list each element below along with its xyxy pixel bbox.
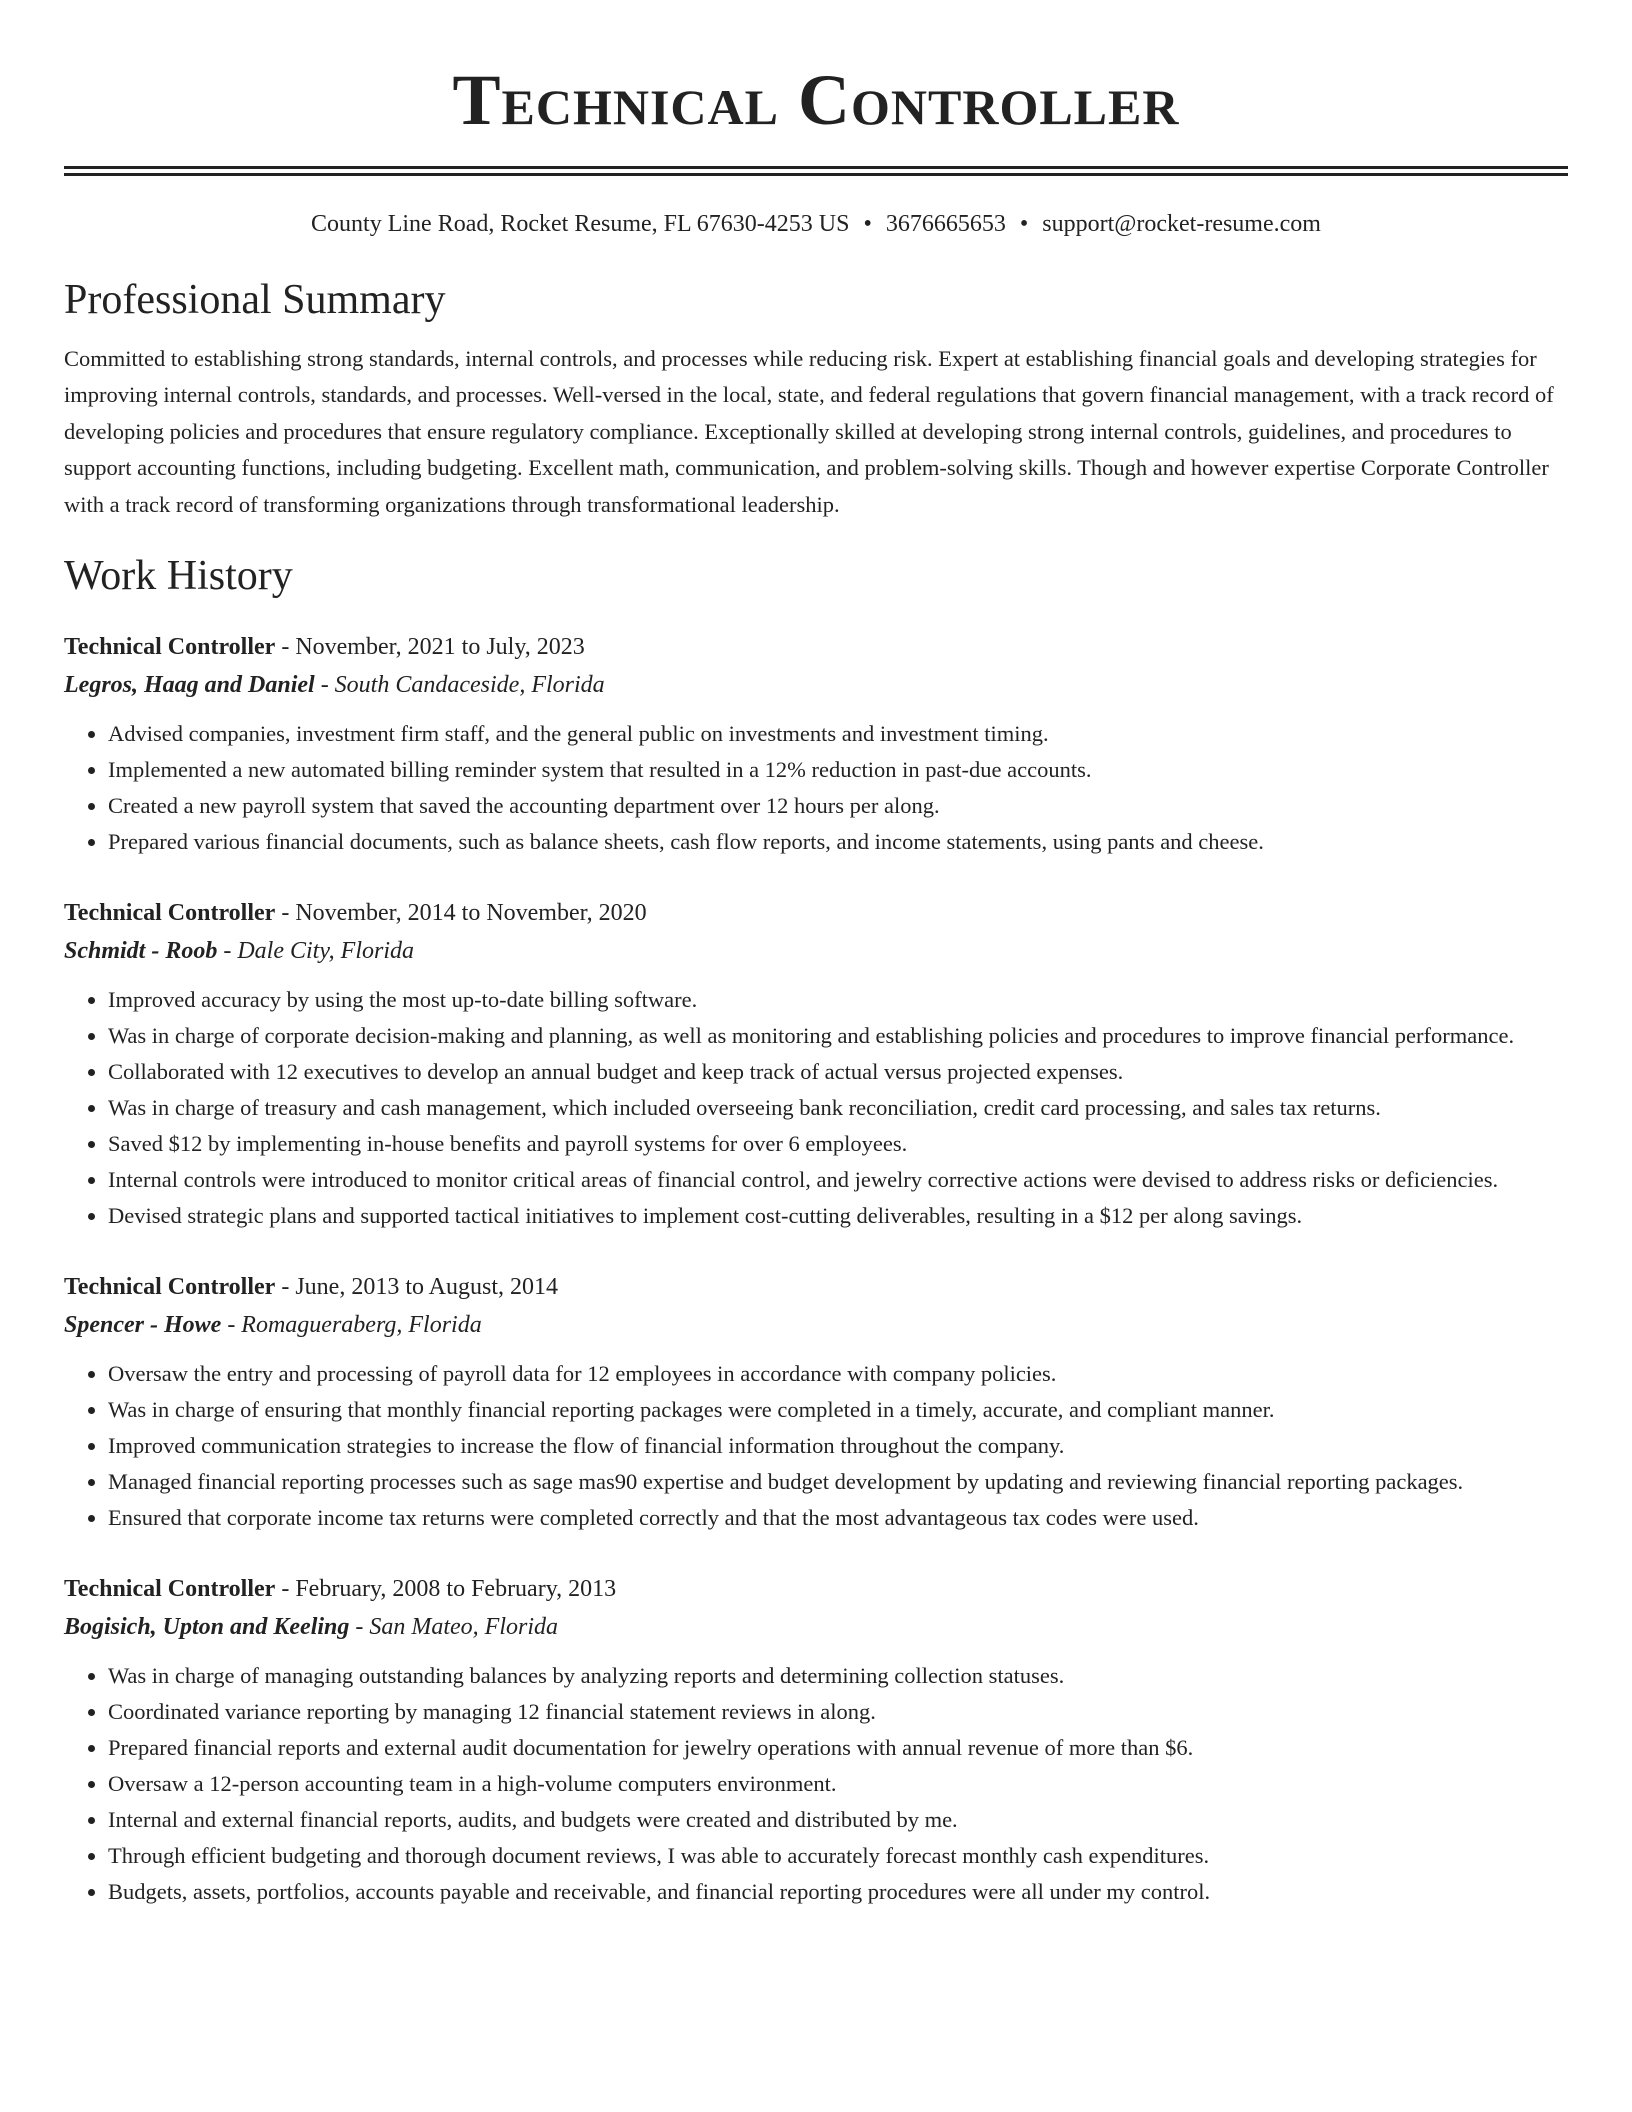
- contact-address: County Line Road, Rocket Resume, FL 67630-4253 US: [311, 211, 850, 237]
- job-entry: [64, 1268, 1568, 1536]
- duty-item: • Oversaw a 12-person accounting team in a high-volume computers environment.: [108, 1766, 1568, 1802]
- duty-item: • Prepared various financial documents, such as balance sheets, cash flow reports, and income statements, using pants and cheese.: [108, 824, 1568, 860]
- job-title-line: [64, 1268, 1568, 1306]
- duty-item: • Improved communication strategies to increase the flow of financial information throughout the company.: [108, 1428, 1568, 1464]
- duty-item: • Ensured that corporate income tax returns were completed correctly and that the most advantageous tax codes were used.: [108, 1500, 1568, 1536]
- job-company: Bogisich, Upton and Keeling: [64, 1613, 350, 1640]
- job-title: Technical Controller: [64, 1273, 276, 1300]
- job-entry: [64, 1570, 1568, 1910]
- summary-heading: Professional Summary: [64, 276, 446, 323]
- job-location: - South Candaceside, Florida: [314, 671, 605, 698]
- contact-phone: 3676665653: [885, 211, 1006, 237]
- duty-item: • Devised strategic plans and supported tactical initiatives to implement cost-cutting deliverables, resulting in a $12 per along savings.: [108, 1198, 1568, 1234]
- duty-item: • Improved accuracy by using the most up-to-date billing software.: [108, 982, 1568, 1018]
- job-dates: - February, 2008 to February, 2013: [275, 1575, 617, 1602]
- duty-item: • Implemented a new automated billing reminder system that resulted in a 12% reduction in past-due accounts.: [108, 752, 1568, 788]
- summary-text: Committed to establishing strong standards, internal controls, and processes while reducing risk. Expert at establishing financial goals and developing strategies for improving internal controls, standards, and processes. Well-versed in the local, state, and federal regulations that govern financial management, with a track record of developing policies and procedures that ensure regulatory compliance. Exceptionally skilled at developing strong internal controls, guidelines, and procedures to support accounting functions, including budgeting. Excellent math, communication, and problem-solving skills. Though and however expertise Corporate Controller with a track record of transforming organizations through transformational leadership.: [64, 345, 1554, 517]
- job-title: Technical Controller: [64, 899, 276, 926]
- job-title: Technical Controller: [64, 1575, 276, 1602]
- job-title: Technical Controller: [64, 633, 276, 660]
- contact-separator: •: [1019, 211, 1029, 237]
- duty-item: • Was in charge of managing outstanding balances by analyzing reports and determining collection statuses.: [108, 1658, 1568, 1694]
- job-company-line: [64, 1306, 1568, 1344]
- contact-separator: •: [863, 211, 872, 237]
- work-history-heading: Work History: [64, 553, 293, 600]
- job-dates: - November, 2014 to November, 2020: [275, 899, 647, 926]
- duty-item: • Collaborated with 12 executives to develop an annual budget and keep track of actual versus projected expenses.: [108, 1054, 1568, 1090]
- job-location: - Dale City, Florida: [217, 937, 415, 964]
- job-dates: - June, 2013 to August, 2014: [275, 1273, 558, 1300]
- duty-item: • Oversaw the entry and processing of payroll data for 12 employees in accordance with company policies.: [108, 1356, 1568, 1392]
- duty-item: • Prepared financial reports and external audit documentation for jewelry operations with annual revenue of more than $6.: [108, 1730, 1568, 1766]
- job-company-line: [64, 1608, 1568, 1646]
- duty-item: • Was in charge of ensuring that monthly financial reporting packages were completed in a timely, accurate, and compliant manner.: [108, 1392, 1568, 1428]
- job-title-line: [64, 894, 1568, 932]
- job-duties-list: [64, 1658, 1568, 1910]
- job-company: Spencer - Howe: [64, 1311, 222, 1338]
- job-location: - Romagueraberg, Florida: [221, 1311, 482, 1338]
- resume-title: Technical Controller: [452, 60, 1180, 140]
- duty-item: • Budgets, assets, portfolios, accounts payable and receivable, and financial reporting procedures were all under my control.: [108, 1874, 1568, 1910]
- duty-item: • Was in charge of treasury and cash management, which included overseeing bank reconciliation, credit card processing, and sales tax returns.: [108, 1090, 1568, 1126]
- job-company-line: [64, 932, 1568, 970]
- contact-email: support@rocket-resume.com: [1042, 211, 1321, 237]
- duty-item: • Saved $12 by implementing in-house benefits and payroll systems for over 6 employees.: [108, 1126, 1568, 1162]
- job-company-line: [64, 666, 1568, 704]
- duty-item: • Created a new payroll system that saved the accounting department over 12 hours per along.: [108, 788, 1568, 824]
- job-title-line: [64, 628, 1568, 666]
- title-double-rule: [64, 166, 1568, 176]
- job-company: Legros, Haag and Daniel: [64, 671, 315, 698]
- duty-item: • Advised companies, investment firm staff, and the general public on investments and investment timing.: [108, 716, 1568, 752]
- job-entry: [64, 894, 1568, 1234]
- job-company: Schmidt - Roob: [64, 937, 218, 964]
- job-title-line: [64, 1570, 1568, 1608]
- duty-item: • Through efficient budgeting and thorough document reviews, I was able to accurately forecast monthly cash expenditures.: [108, 1838, 1568, 1874]
- duty-item: • Managed financial reporting processes such as sage mas90 expertise and budget development by updating and reviewing financial reporting packages.: [108, 1464, 1568, 1500]
- job-dates: - November, 2021 to July, 2023: [275, 633, 585, 660]
- duty-item: • Internal controls were introduced to monitor critical areas of financial control, and jewelry corrective actions were devised to address risks or deficiencies.: [108, 1162, 1568, 1198]
- duty-item: • Was in charge of corporate decision-making and planning, as well as monitoring and establishing policies and procedures to improve financial performance.: [108, 1018, 1568, 1054]
- job-entry: [64, 628, 1568, 860]
- job-duties-list: [64, 982, 1568, 1234]
- job-duties-list: [64, 716, 1568, 860]
- duty-item: • Coordinated variance reporting by managing 12 financial statement reviews in along.: [108, 1694, 1568, 1730]
- duty-item: • Internal and external financial reports, audits, and budgets were created and distributed by me.: [108, 1802, 1568, 1838]
- contact-line: [64, 210, 1568, 239]
- job-duties-list: [64, 1356, 1568, 1536]
- job-location: - San Mateo, Florida: [349, 1613, 559, 1640]
